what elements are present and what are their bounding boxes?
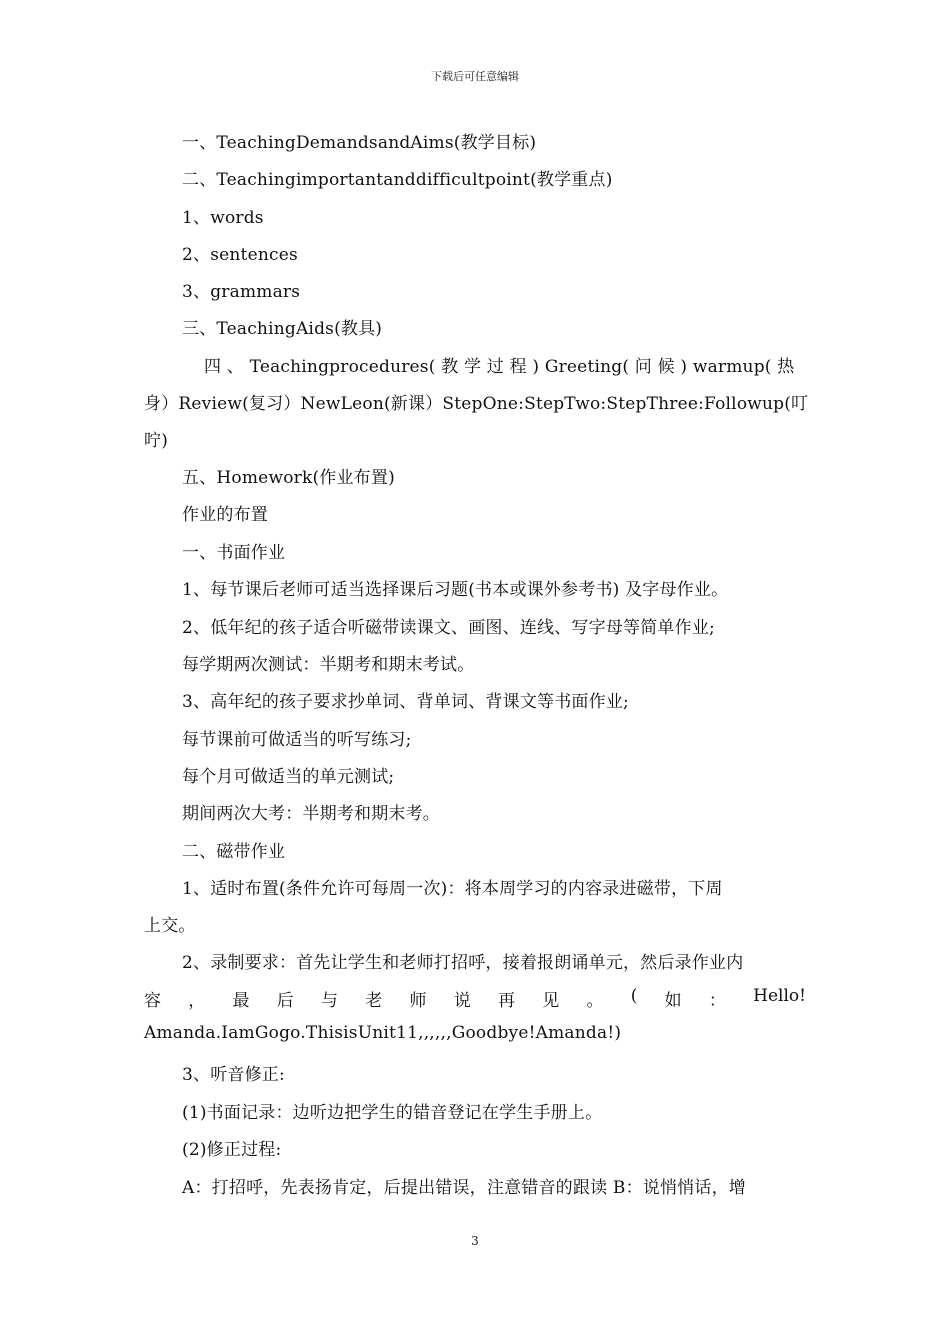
paragraph-tape-1-line2: 上交。: [144, 916, 196, 936]
paragraph-correction-process: (2)修正过程:: [182, 1140, 282, 1160]
paragraph-written-3: 3、高年纪的孩子要求抄单词、背单词、背课文等书面作业;: [182, 692, 629, 712]
justified-word: 如: [664, 991, 682, 1011]
justified-word: ，: [188, 991, 206, 1011]
heading-important-points: 二、Teachingimportantanddifficultpoint(教学重点): [182, 170, 613, 190]
heading-teaching-aims: 一、TeachingDemandsandAims(教学目标): [182, 133, 537, 153]
heading-teaching-aids: 三、TeachingAids(教具): [182, 319, 383, 339]
paragraph-written-3-dictation: 每节课前可做适当的听写练习;: [182, 730, 412, 750]
justified-word: 。: [586, 991, 604, 1011]
paragraph-written-3-unit-test: 每个月可做适当的单元测试;: [182, 767, 395, 787]
justified-word: ：: [708, 991, 726, 1011]
paragraph-written-record: (1)书面记录：边听边把学生的错音登记在学生手册上。: [182, 1103, 603, 1123]
heading-homework: 五、Homework(作业布置): [182, 468, 395, 488]
paragraph-written-1: 1、每节课后老师可适当选择课后习题(书本或课外参考书) 及字母作业。: [182, 580, 729, 600]
list-item-grammars: 3、grammars: [182, 282, 301, 302]
section-title-homework-layout: 作业的布置: [182, 505, 268, 525]
heading-tape-homework: 二、磁带作业: [182, 842, 286, 862]
justified-word: 与: [321, 991, 338, 1011]
justified-word: 再: [498, 991, 515, 1011]
paragraph-tape-1-line1: 1、适时布置(条件允许可每周一次)：将本周学习的内容录进磁带，下周: [182, 879, 723, 899]
justified-word: 后: [276, 991, 294, 1011]
paragraph-procedures-line2: 身）Review(复习）NewLeon(新课）StepOne:StepTwo:StepThree:Followup(叮: [144, 394, 809, 414]
justified-word: 容: [144, 991, 161, 1011]
heading-tape-3-correction: 3、听音修正:: [182, 1065, 285, 1085]
paragraph-written-3-exams: 期间两次大考：半期考和期末考。: [182, 804, 440, 824]
paragraph-correction-steps: A：打招呼，先表扬肯定，后提出错误，注意错音的跟读 B：说悄悄话，增: [182, 1178, 746, 1198]
justified-word: Hello!: [753, 986, 806, 1006]
paragraph-procedures-line1: 四 、 Teachingprocedures( 教 学 过 程 ) Greeting( 问 候 ) warmup( 热: [204, 357, 795, 377]
list-item-sentences: 2、sentences: [182, 245, 298, 265]
justified-word: (: [630, 986, 638, 1006]
heading-written-homework: 一、书面作业: [182, 543, 286, 563]
paragraph-tape-2-line1: 2、录制要求：首先让学生和老师打招呼，接着报朗诵单元，然后录作业内: [182, 953, 744, 973]
page-header: 下载后可任意编辑: [431, 70, 519, 83]
justified-word: 说: [453, 991, 471, 1011]
paragraph-tape-2-line2: [144, 986, 806, 1011]
list-item-words: 1、words: [182, 208, 264, 228]
page-number: 3: [471, 1234, 479, 1248]
justified-word: 见: [542, 991, 560, 1011]
justified-word: 最: [232, 991, 250, 1011]
paragraph-written-2-tests: 每学期两次测试：半期考和期末考试。: [182, 655, 475, 675]
paragraph-procedures-line3: 咛): [144, 431, 169, 451]
paragraph-written-2: 2、低年纪的孩子适合听磁带读课文、画图、连线、写字母等简单作业;: [182, 618, 715, 638]
paragraph-tape-2-line3: Amanda.IamGogo.ThisisUnit11,,,,,,Goodbye!Amanda!): [144, 1023, 622, 1043]
justified-word: 师: [409, 991, 427, 1011]
justified-word: 老: [365, 991, 383, 1011]
